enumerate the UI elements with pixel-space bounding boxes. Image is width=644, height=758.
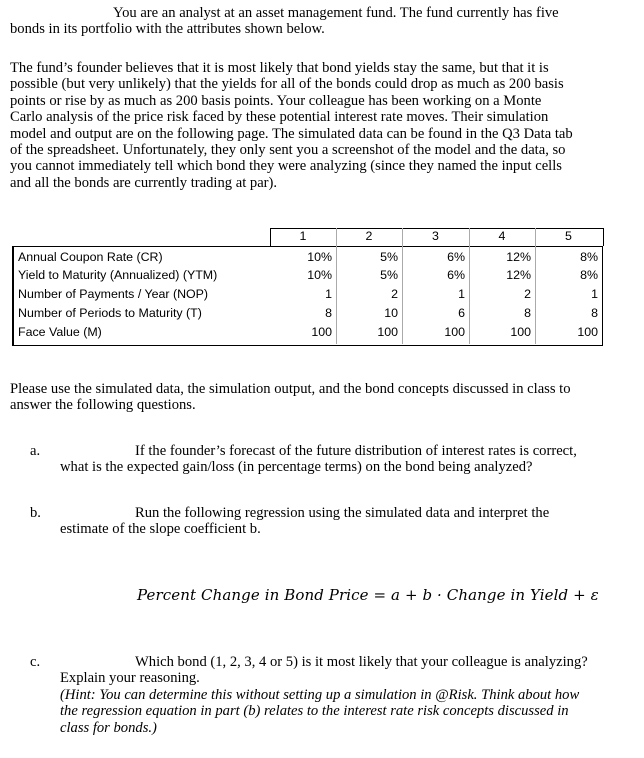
table-cell: 12%: [506, 268, 531, 282]
question-c-hint-line-1: (Hint: You can determine this without setting up a simulation in @Risk. Think about how: [60, 686, 580, 703]
paragraph-line: you cannot immediately tell which bond they were analyzing (since they named the input cells: [10, 158, 562, 175]
row-label-periods-to-maturity: Number of Periods to Maturity (T): [18, 306, 202, 320]
paragraph-line: answer the following questions.: [10, 397, 196, 414]
table-cell: 100: [377, 325, 398, 339]
intro-line-2: bonds in its portfolio with the attributes shown below.: [10, 21, 325, 38]
table-cell: 10%: [307, 250, 332, 264]
table-cell: 2: [524, 287, 531, 301]
question-a-line-1: If the founder’s forecast of the future distribution of interest rates is correct,: [135, 443, 577, 459]
table-cell: 1: [458, 287, 465, 301]
intro-line-1: You are an analyst at an asset management fund. The fund currently has five: [113, 5, 559, 21]
question-b-line-1: Run the following regression using the simulated data and interpret the: [135, 505, 550, 521]
question-a-line-2: what is the expected gain/loss (in percentage terms) on the bond being analyzed?: [60, 459, 533, 476]
table-cell: 10%: [307, 268, 332, 282]
question-c-hint-line-3: class for bonds.): [60, 719, 157, 736]
intro-paragraph: [10, 5, 632, 38]
table-cell: 8: [524, 306, 531, 320]
row-label-face-value: Face Value (M): [18, 325, 102, 339]
question-b-line-2: estimate of the slope coefficient b.: [60, 521, 261, 538]
table-cell: 1: [591, 287, 598, 301]
bond-header-3: 3: [432, 229, 439, 243]
question-c-line-1: Which bond (1, 2, 3, 4 or 5) is it most likely that your colleague is analyzing?: [135, 654, 588, 670]
table-cell: 100: [577, 325, 598, 339]
bond-header-2: 2: [365, 229, 373, 243]
table-cell: 100: [510, 325, 531, 339]
paragraph-line: model and output are on the following page. The simulated data can be found in the Q3 Data tab: [10, 125, 573, 142]
table-cell: 8%: [580, 250, 598, 264]
table-cell: 5%: [380, 268, 398, 282]
table-cell: 6: [458, 306, 465, 320]
row-label-payments-per-year: Number of Payments / Year (NOP): [18, 287, 209, 301]
table-cell: 12%: [506, 250, 531, 264]
paragraph-line: points or rise by as much as 200 basis points. Your colleague has been working on a Monte: [10, 92, 542, 109]
question-a-letter: a.: [30, 443, 41, 459]
bond-attributes-table: [12, 228, 602, 344]
question-a: [60, 443, 634, 476]
question-b: [60, 505, 634, 538]
table-cell: 8: [325, 306, 332, 320]
table-cell: 8%: [580, 268, 598, 282]
table-cell: 100: [444, 325, 465, 339]
table-cell: 6%: [447, 268, 465, 282]
table-cell: 10: [384, 306, 398, 320]
paragraph-line: Please use the simulated data, the simulation output, and the bond concepts discussed in class to: [10, 381, 571, 397]
question-b-letter: b.: [30, 505, 41, 521]
table-cell: 6%: [447, 250, 465, 264]
question-c-line-2: Explain your reasoning.: [60, 670, 200, 687]
bond-header-5: 5: [565, 229, 572, 243]
instructions-paragraph: [10, 381, 634, 414]
bond-header-1: 1: [299, 229, 307, 243]
question-c-hint-line-2: the regression equation in part (b) relates to the interest rate risk concepts discussed in: [60, 703, 569, 720]
founder-paragraph: [10, 60, 634, 191]
paragraph-line: Carlo analysis of the price risk faced by these potential interest rate moves. Their simulation: [10, 109, 549, 126]
row-label-coupon-rate: Annual Coupon Rate (CR): [18, 250, 163, 264]
table-cell: 1: [325, 287, 332, 301]
table-cell: 100: [311, 325, 332, 339]
row-label-yield: Yield to Maturity (Annualized) (YTM): [18, 268, 218, 282]
table-cell: 8: [591, 306, 598, 320]
table-cell: 5%: [380, 250, 398, 264]
table-cell: 2: [391, 287, 398, 301]
paragraph-line: The fund’s founder believes that it is most likely that bond yields stay the same, but that it is: [10, 60, 549, 76]
regression-formula: Percent Change in Bond Price = a + b · Change in Yield + ε: [137, 586, 599, 604]
question-c-letter: c.: [30, 654, 41, 670]
paragraph-line: of the spreadsheet. Unfortunately, they only sent you a screenshot of the model and the data, so: [10, 142, 566, 159]
paragraph-line: possible (but very unlikely) that the yields for all of the bonds could drop as much as 200 basis: [10, 76, 564, 93]
bond-header-4: 4: [498, 229, 506, 243]
paragraph-line: and all the bonds are currently trading at par).: [10, 174, 278, 191]
question-c: [60, 654, 634, 736]
